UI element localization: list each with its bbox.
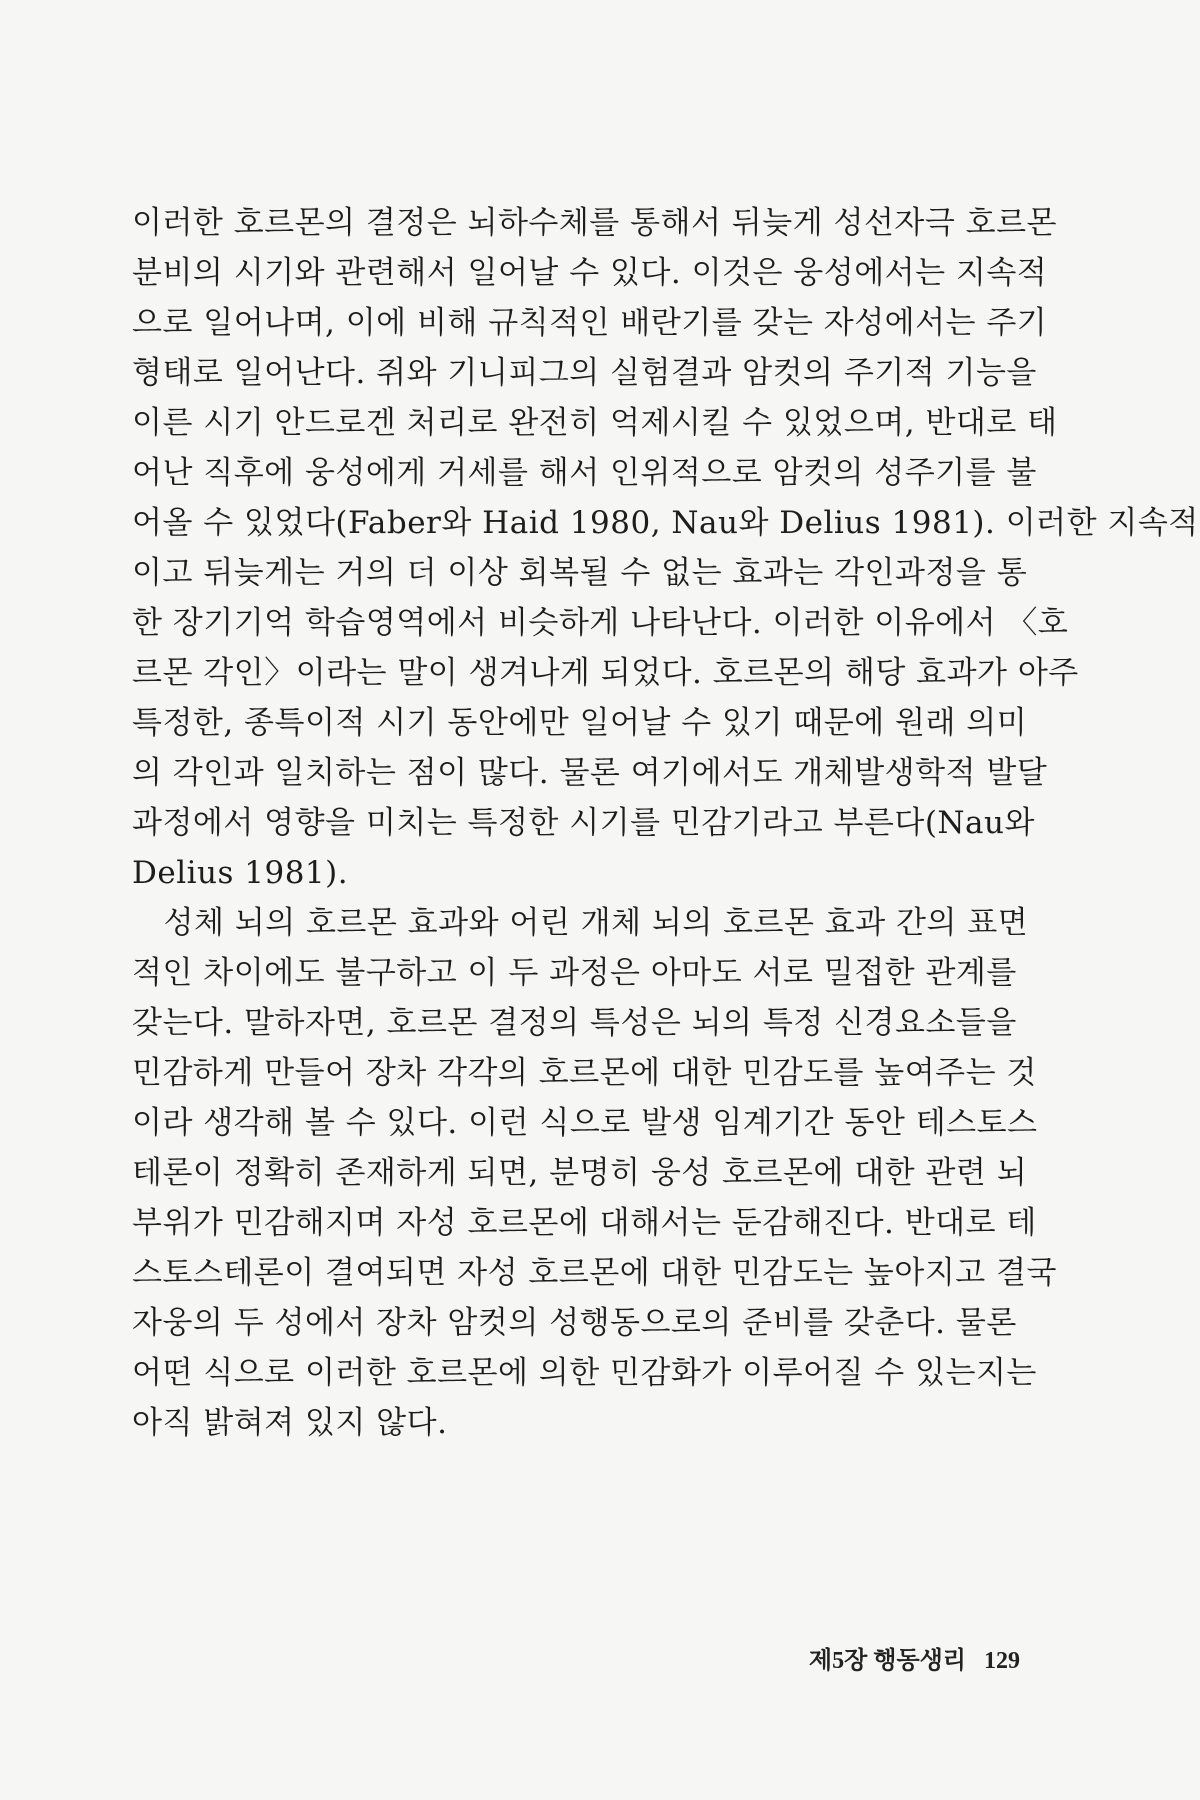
text-line: 성체 뇌의 호르몬 효과와 어린 개체 뇌의 호르몬 효과 간의 표면 [132, 905, 1029, 941]
text-line: 과정에서 영향을 미치는 특정한 시기를 민감기라고 부른다(Nau와 [132, 805, 1035, 841]
text-line: 어올 수 있었다(Faber와 Haid 1980, Nau와 Delius 1981). 이러한 지속적 [132, 505, 1199, 541]
text-line: 어난 직후에 웅성에게 거세를 해서 인위적으로 암컷의 성주기를 불 [132, 455, 1037, 491]
paragraph-1 [132, 198, 1199, 898]
text-line: 르몬 각인〉이라는 말이 생겨나게 되었다. 호르몬의 해당 효과가 아주 [132, 655, 1079, 691]
body-text [132, 198, 1199, 1448]
text-line: 스토스테론이 결여되면 자성 호르몬에 대한 민감도는 높아지고 결국 [132, 1255, 1057, 1291]
text-line: 이라 생각해 볼 수 있다. 이런 식으로 발생 임계기간 동안 테스토스 [132, 1105, 1038, 1141]
text-line: 자웅의 두 성에서 장차 암컷의 성행동으로의 준비를 갖춘다. 물론 [132, 1305, 1017, 1341]
text-line: 민감하게 만들어 장차 각각의 호르몬에 대한 민감도를 높여주는 것 [132, 1055, 1037, 1091]
text-line: Delius 1981). [132, 855, 349, 891]
text-line: 갖는다. 말하자면, 호르몬 결정의 특성은 뇌의 특정 신경요소들을 [132, 1005, 1017, 1041]
text-line: 의 각인과 일치하는 점이 많다. 물론 여기에서도 개체발생학적 발달 [132, 755, 1048, 791]
text-line: 이고 뒤늦게는 거의 더 이상 회복될 수 없는 효과는 각인과정을 통 [132, 555, 1028, 591]
text-line: 어떤 식으로 이러한 호르몬에 의한 민감화가 이루어질 수 있는지는 [132, 1355, 1037, 1391]
text-line: 형태로 일어난다. 쥐와 기니피그의 실험결과 암컷의 주기적 기능을 [132, 355, 1037, 391]
chapter-title: 제5장 행동생리 [808, 1648, 966, 1674]
text-line: 특정한, 종특이적 시기 동안에만 일어날 수 있기 때문에 원래 의미 [132, 705, 1028, 741]
page-number: 129 [984, 1648, 1020, 1674]
text-line: 부위가 민감해지며 자성 호르몬에 대해서는 둔감해진다. 반대로 테 [132, 1205, 1037, 1241]
text-line: 분비의 시기와 관련해서 일어날 수 있다. 이것은 웅성에서는 지속적 [132, 255, 1048, 291]
text-line: 테론이 정확히 존재하게 되면, 분명히 웅성 호르몬에 대한 관련 뇌 [132, 1155, 1028, 1191]
text-line: 적인 차이에도 불구하고 이 두 과정은 아마도 서로 밀접한 관계를 [132, 955, 1017, 991]
text-line: 한 장기기억 학습영역에서 비슷하게 나타난다. 이러한 이유에서 〈호 [132, 605, 1069, 641]
text-line: 이른 시기 안드로겐 처리로 완전히 억제시킬 수 있었으며, 반대로 태 [132, 405, 1058, 441]
text-line: 아직 밝혀져 있지 않다. [132, 1405, 448, 1441]
paragraph-2 [132, 898, 1057, 1448]
text-line: 이러한 호르몬의 결정은 뇌하수체를 통해서 뒤늦게 성선자극 호르몬 [132, 205, 1057, 241]
text-line: 으로 일어나며, 이에 비해 규칙적인 배란기를 갖는 자성에서는 주기 [132, 305, 1048, 341]
page-footer [760, 1640, 1020, 1675]
